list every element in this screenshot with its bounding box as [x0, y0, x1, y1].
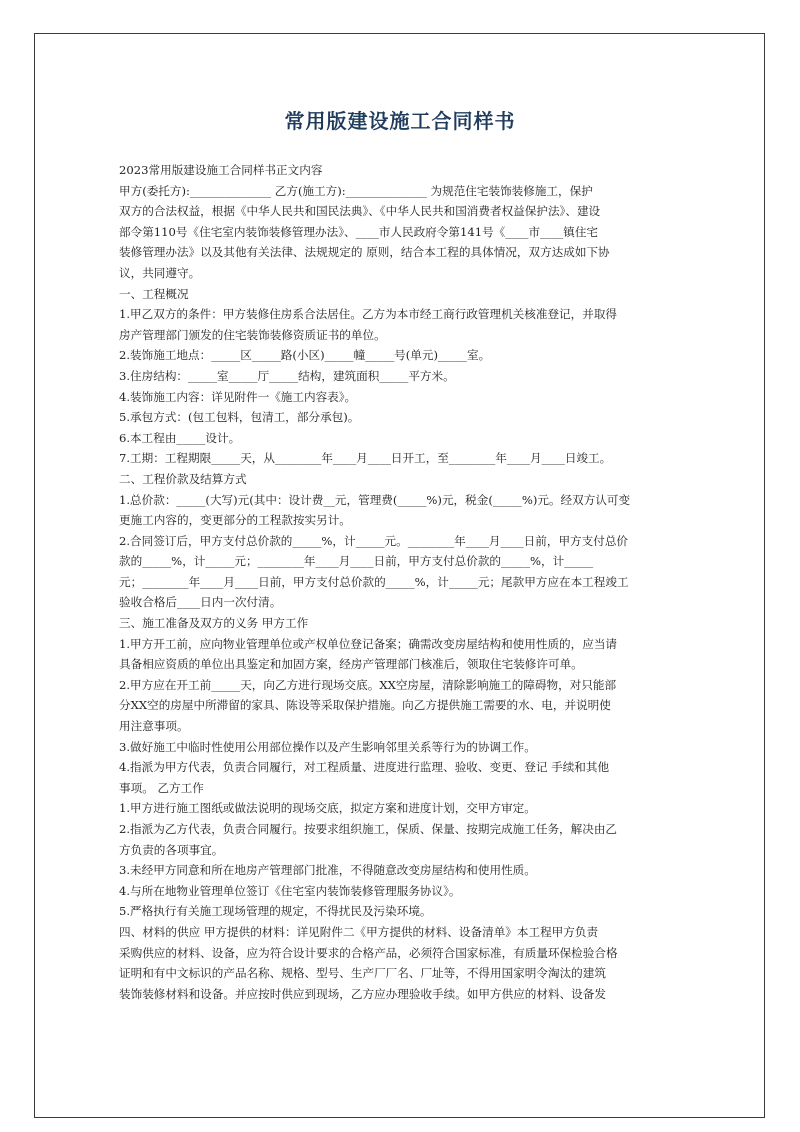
text-line: 元；________年____月____日前，甲方支付总价款的_____%，计_____元；尾款甲方应在本工程竣工	[119, 574, 629, 589]
text-line: 5.严格执行有关施工现场管理的规定，不得扰民及污染环境。	[119, 904, 432, 919]
text-line: 证明和有中文标识的产品名称、规格、型号、生产厂厂名、厂址等，不得用国家明令淘汰的建筑	[119, 966, 606, 981]
text-line: 3.未经甲方同意和所在地房产管理部门批准，不得随意改变房屋结构和使用性质。	[119, 863, 536, 878]
text-line: 2023常用版建设施工合同样书正文内容	[119, 163, 323, 177]
document-body	[119, 160, 682, 1004]
text-line: 4.与所在地物业管理单位签订《住宅室内装饰装修管理服务协议》。	[119, 883, 461, 898]
text-line: 5.承包方式：(包工包料，包清工，部分承包)。	[119, 410, 360, 425]
text-line: 2.装饰施工地点：_____区_____路(小区)_____幢_____号(单元)_____室。	[119, 348, 491, 363]
text-line: 7.工期：工程期限_____天，从________年____月____日开工，至________年____月____日竣工。	[119, 451, 612, 466]
text-line: 更施工内容的，变更部分的工程款按实另计。	[119, 513, 351, 528]
text-line: 2.合同签订后，甲方支付总价款的_____%，计_____元。________年____月____日前，甲方支付总价	[119, 533, 629, 548]
text-line: 1.甲方进行施工图纸或做法说明的现场交底，拟定方案和进度计划，交甲方审定。	[119, 801, 536, 816]
text-line: 具备相应资质的单位出具鉴定和加固方案，经房产管理部门核准后，领取住宅装修许可单。	[119, 657, 583, 672]
text-line: 6.本工程由_____设计。	[119, 430, 241, 445]
text-line: 议，共同遵守。	[119, 265, 201, 280]
text-line: 事项。 乙方工作	[119, 780, 204, 795]
text-line: 验收合格后____日内一次付清。	[119, 595, 282, 610]
text-line: 三、施工准备及双方的义务 甲方工作	[119, 616, 309, 631]
text-line: 1.甲乙双方的条件：甲方装修住房系合法居住。乙方为本市经工商行政管理机关核准登记，并取得	[119, 307, 618, 322]
text-line: 房产管理部门颁发的住宅装饰装修资质证书的单位。	[119, 327, 386, 342]
text-line: 4.指派为甲方代表，负责合同履行，对工程质量、进度进行监理、验收、变更、登记 手续和其他	[119, 760, 610, 775]
text-line: 四、材料的供应 甲方提供的材料：详见附件二《甲方提供的材料、设备清单》本工程甲方负责	[119, 924, 599, 939]
text-line: 一、工程概况	[119, 286, 189, 301]
text-line: 1.甲方开工前，应向物业管理单位或产权单位登记备案；确需改变房屋结构和使用性质的，应当请	[119, 636, 618, 651]
text-line: 2.指派为乙方代表，负责合同履行。按要求组织施工，保质、保量、按期完成施工任务，解决由乙	[119, 822, 618, 836]
text-line: 采购供应的材料、设备，应为符合设计要求的合格产品，必须符合国家标准，有质量环保检验合格	[119, 945, 618, 960]
text-line: 用注意事项。	[119, 719, 189, 734]
document-title: 常用版建设施工合同样书	[284, 109, 516, 133]
text-line: 3.住房结构：_____室_____厅_____结构，建筑面积_____平方米。	[119, 368, 455, 383]
text-line: 装修管理办法》以及其他有关法律、法规规定的 原则，结合本工程的具体情况，双方达成如下协	[119, 245, 610, 260]
text-line: 方负责的各项事宜。	[119, 842, 224, 857]
text-line: 双方的合法权益，根据《中华人民共和国民法典》、《中华人民共和国消费者权益保护法》、建设	[119, 204, 601, 219]
text-line: 分XX空的房屋中所滞留的家具、陈设等采取保护措施。向乙方提供施工需要的水、电，并说明使	[119, 698, 611, 713]
text-line: 部令第110号《住宅室内装饰装修管理办法》、____市人民政府令第141号《____市____镇住宅	[119, 224, 599, 239]
text-line: 甲方(委托方):______________ 乙方(施工方):______________ 为规范住宅装饰装修施工，保护	[119, 183, 593, 198]
text-line: 装饰装修材料和设备。并应按时供应到现场，乙方应办理验收手续。如甲方供应的材料、设备发	[119, 986, 606, 1001]
text-line: 2.甲方应在开工前_____天，向乙方进行现场交底。XX空房屋，清除影响施工的障碍物，对只能部	[119, 677, 617, 692]
text-line: 款的_____%，计_____元；________年____月____日前，甲方支付总价款的_____%，计_____	[119, 554, 594, 569]
text-line: 1.总价款：_____(大写)元(其中：设计费__元，管理费(_____%)元，税金(_____%)元。经双方认可变	[119, 492, 631, 507]
text-line: 二、工程价款及结算方式	[119, 471, 247, 486]
text-line: 4.装饰施工内容：详见附件一《施工内容表》。	[119, 389, 357, 404]
text-line: 3.做好施工中临时性使用公用部位操作以及产生影响邻里关系等行为的协调工作。	[119, 739, 536, 754]
